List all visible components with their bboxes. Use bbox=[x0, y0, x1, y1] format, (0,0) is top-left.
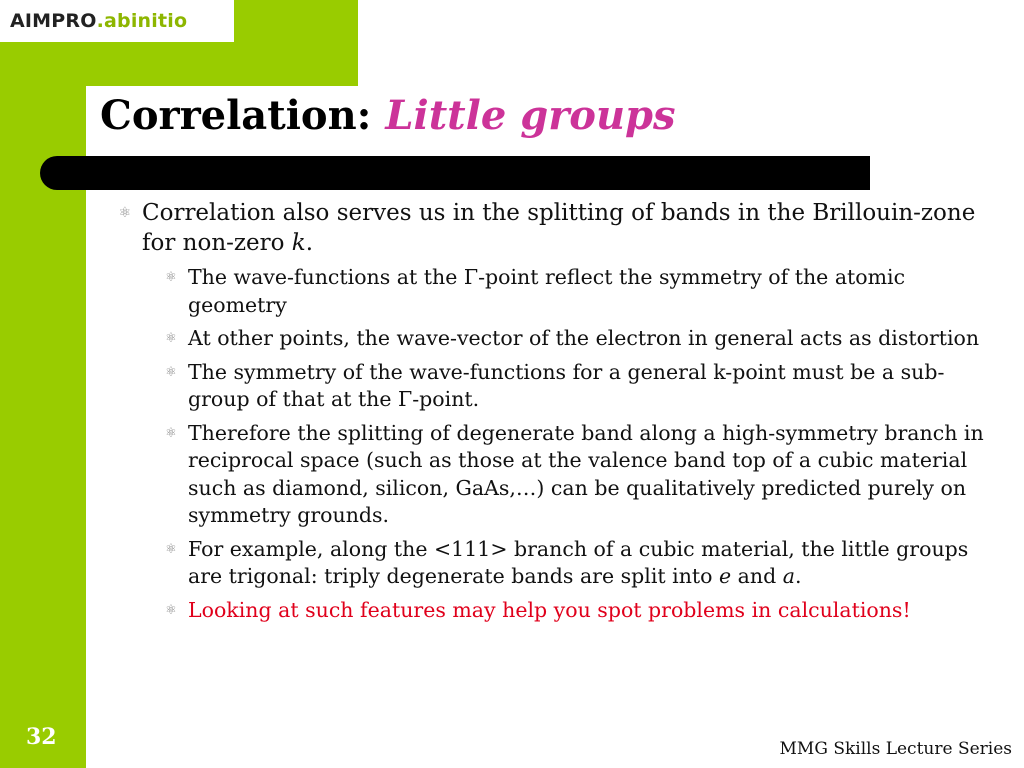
sub-bullet-4 bbox=[154, 420, 998, 530]
sub-bullet-3 bbox=[154, 359, 998, 414]
sub-bullet-text: The wave-functions at the Γ-point reflect the symmetry of the atomic geometry bbox=[188, 265, 906, 317]
aimpro-logo bbox=[0, 0, 234, 42]
sub-bullet-warning: Looking at such features may help you spot problems in calculations! bbox=[188, 597, 911, 622]
bullet-text-k: k bbox=[291, 230, 306, 256]
sub-bullet-text: The symmetry of the wave-functions for a general k-point must be a sub-group of that at the Γ-point. bbox=[188, 359, 945, 411]
sub-bullet-part: For example, along the <111> branch of a cubic material, the little groups are trigonal: triply degenerate bands are split into bbox=[188, 536, 969, 588]
bullet-text bbox=[142, 198, 998, 258]
sub-bullet-and: and bbox=[731, 564, 783, 588]
title-underline-bar bbox=[40, 156, 870, 190]
bullet-main bbox=[108, 198, 998, 258]
sub-bullet-text: At other points, the wave-vector of the electron in general acts as distortion bbox=[188, 326, 980, 350]
slide-title bbox=[100, 92, 676, 139]
bullet-text-end: . bbox=[305, 230, 314, 256]
atom-icon: ⚛ bbox=[118, 205, 132, 221]
atom-icon: ⚛ bbox=[165, 364, 177, 380]
sub-bullet-6 bbox=[154, 597, 998, 625]
sub-bullet-5 bbox=[154, 536, 998, 591]
logo-sub-text: .abinitio bbox=[96, 10, 188, 32]
sub-bullet-text bbox=[188, 536, 998, 591]
sub-bullet-e: e bbox=[719, 564, 732, 588]
slide-content bbox=[108, 198, 998, 630]
bullet-text-part: Correlation also serves us in the splitting of bands in the Brillouin-zone for non-zero bbox=[142, 200, 976, 256]
atom-icon: ⚛ bbox=[165, 602, 177, 618]
atom-icon: ⚛ bbox=[165, 541, 177, 557]
sub-bullet-a: a bbox=[782, 564, 795, 588]
atom-icon: ⚛ bbox=[165, 270, 177, 285]
footer-text: MMG Skills Lecture Series bbox=[779, 739, 1012, 759]
title-plain: Correlation: bbox=[100, 92, 372, 139]
sub-bullet-2 bbox=[154, 325, 998, 353]
title-emphasis: Little groups bbox=[385, 92, 676, 139]
logo-main-text: AIMPRO bbox=[10, 10, 97, 32]
green-side-band bbox=[0, 0, 86, 768]
slide-number: 32 bbox=[26, 724, 57, 750]
sub-bullet-text: Therefore the splitting of degenerate band along a high-symmetry branch in reciprocal space (such as those at the valence band top of a cubic material such as diamond, silicon, GaAs,…) can be qualitatively predicted purely on symmetry grounds. bbox=[188, 420, 984, 527]
sub-bullet-end: . bbox=[794, 564, 802, 588]
atom-icon: ⚛ bbox=[165, 425, 177, 441]
atom-icon: ⚛ bbox=[165, 331, 177, 346]
sub-bullet-1 bbox=[154, 264, 998, 319]
